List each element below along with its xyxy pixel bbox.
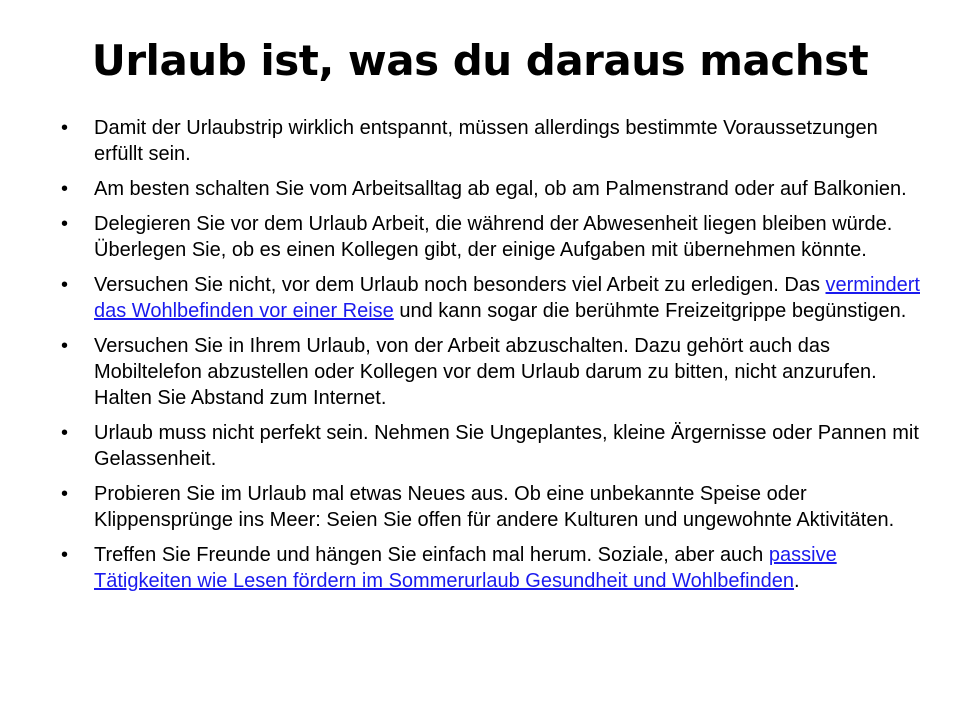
bullet-text: Am besten schalten Sie vom Arbeitsalltag ab egal, ob am Palmenstrand oder auf Balkonien. xyxy=(94,178,907,200)
bullet-dot-icon: • xyxy=(61,117,69,139)
bullet-dot-icon: • xyxy=(61,483,69,505)
bullet-item xyxy=(61,272,920,324)
reise-wohlbefinden-link[interactable]: vermindert das Wohlbefinden vor einer Reise xyxy=(94,274,920,322)
bullet-dot-icon: • xyxy=(61,422,69,444)
bullet-text: Damit der Urlaubstrip wirklich entspannt, müssen allerdings bestimmte Voraussetzungen erfüllt sein. xyxy=(94,117,878,165)
bullet-dot-icon: • xyxy=(61,335,69,357)
bullet-item xyxy=(61,115,920,167)
bullet-item xyxy=(61,481,920,533)
bullet-text-before-link: Versuchen Sie nicht, vor dem Urlaub noch besonders viel Arbeit zu erledigen. Das xyxy=(94,274,826,296)
bullet-item xyxy=(61,333,920,411)
sommerurlaub-gesundheit-link[interactable]: passive Tätigkeiten wie Lesen fördern im Sommerurlaub Gesundheit und Wohlbefinden xyxy=(94,544,837,592)
bullet-text: Delegieren Sie vor dem Urlaub Arbeit, die während der Abwesenheit liegen bleiben würde. Überlegen Sie, ob es einen Kollegen gibt, der einige Aufgaben mit übernehmen könnte. xyxy=(94,213,893,261)
bullet-list xyxy=(61,115,920,603)
bullet-text: Probieren Sie im Urlaub mal etwas Neues aus. Ob eine unbekannte Speise oder Klippensprünge ins Meer: Seien Sie offen für andere Kulturen und ungewohnte Aktivitäten. xyxy=(94,483,895,531)
bullet-text-after-link: und kann sogar die berühmte Freizeitgrippe begünstigen. xyxy=(393,300,907,322)
bullet-dot-icon: • xyxy=(61,213,69,235)
bullet-item xyxy=(61,420,920,472)
bullet-dot-icon: • xyxy=(61,178,69,200)
bullet-dot-icon: • xyxy=(61,544,69,566)
bullet-item xyxy=(61,211,920,263)
bullet-item xyxy=(61,176,920,202)
bullet-item xyxy=(61,542,920,594)
bullet-text-after-link: . xyxy=(794,570,800,592)
bullet-text: Versuchen Sie in Ihrem Urlaub, von der Arbeit abzuschalten. Dazu gehört auch das Mobiltelefon abzustellen oder Kollegen vor dem Urlaub darum zu bitten, nicht anzurufen. Halten Sie Abstand zum Internet. xyxy=(94,335,877,409)
bullet-dot-icon: • xyxy=(61,274,69,296)
bullet-text: Urlaub muss nicht perfekt sein. Nehmen Sie Ungeplantes, kleine Ärgernisse oder Pannen mit Gelassenheit. xyxy=(94,422,919,470)
slide-title: Urlaub ist, was du daraus machst xyxy=(91,36,869,85)
bullet-text-before-link: Treffen Sie Freunde und hängen Sie einfach mal herum. Soziale, aber auch xyxy=(94,544,769,566)
